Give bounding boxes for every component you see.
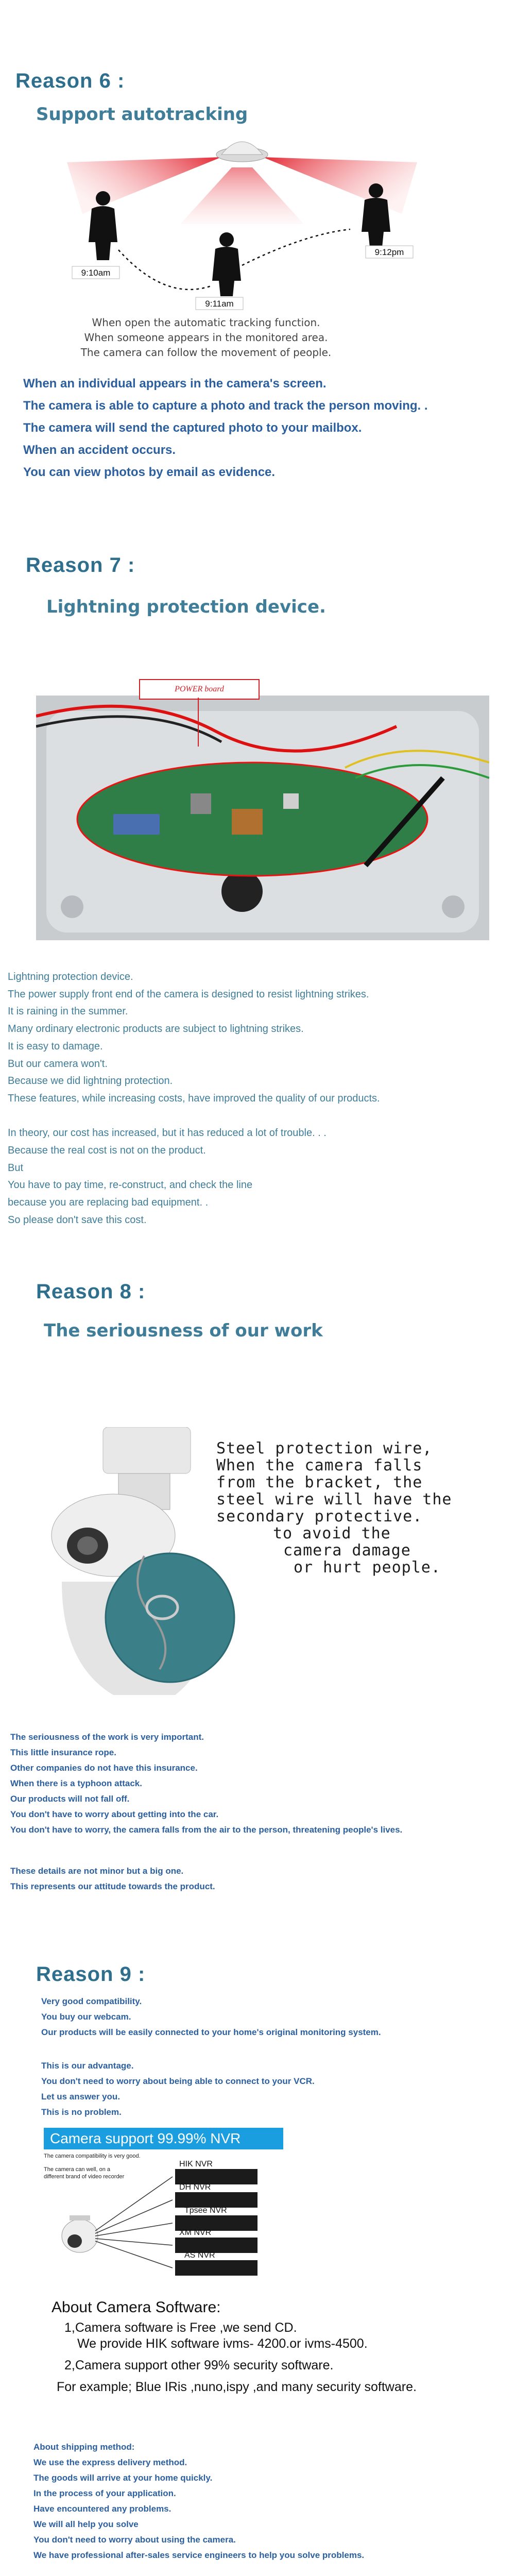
wire-line: camera damage xyxy=(283,1541,411,1560)
software-title: About Camera Software: xyxy=(52,2299,221,2316)
tracking-beam-down xyxy=(180,167,304,224)
text-line: But xyxy=(8,1162,24,1174)
text-line: Our products will not fall off. xyxy=(10,1794,130,1804)
nvr-label: Tpsee NVR xyxy=(184,2206,227,2215)
text-line: Our products will be easily connected to your home's original monitoring system. xyxy=(41,2027,381,2037)
software-line: 2,Camera support other 99% security software. xyxy=(64,2358,334,2372)
path-arrow-2 xyxy=(242,229,350,265)
text-line: The camera will send the captured photo to your mailbox. xyxy=(23,421,362,435)
text-line: When an individual appears in the camera's screen. xyxy=(23,377,327,391)
text-line: These features, while increasing costs, have improved the quality of our products. xyxy=(8,1092,380,1104)
software-line: For example; Blue IRis ,nuno,ispy ,and many security software. xyxy=(57,2380,417,2394)
nvr-label: AS NVR xyxy=(184,2251,215,2260)
text-line: Because the real cost is not on the product. xyxy=(8,1145,206,1157)
wire-line: or hurt people. xyxy=(294,1558,441,1577)
text-line: Lightning protection device. xyxy=(8,971,133,982)
nvr-label: HIK NVR xyxy=(179,2160,213,2168)
reason6-text xyxy=(23,372,428,483)
text-line: It is easy to damage. xyxy=(8,1040,103,1052)
reason9-text xyxy=(41,1994,381,2040)
text-line: But our camera won't. xyxy=(8,1058,108,1070)
nvr-box-icon xyxy=(175,2169,258,2184)
nvr-label: DH NVR xyxy=(179,2183,211,2192)
wire-line: to avoid the xyxy=(273,1524,391,1543)
capacitor-icon xyxy=(113,814,160,835)
note-line: different brand of video recorder xyxy=(44,2174,125,2180)
text-line: This little insurance rope. xyxy=(10,1748,116,1757)
reason8-text xyxy=(10,1730,402,1838)
time-label-right: 9:12pm xyxy=(374,247,404,257)
time-label-left: 9:10am xyxy=(81,268,111,278)
reason8-subtitle: The seriousness of our work xyxy=(44,1320,323,1341)
text-line: You don't need to worry about being able to connect to your VCR. xyxy=(41,2076,315,2086)
wire-description xyxy=(216,1440,505,1576)
text-line: These details are not minor but a big one. xyxy=(10,1866,184,1876)
caption-line: When someone appears in the monitored area. xyxy=(84,331,328,344)
shipping-text xyxy=(33,2439,364,2563)
wire-line: steel wire will have the xyxy=(216,1490,452,1509)
tracking-caption xyxy=(52,315,360,360)
caption-line: The camera can follow the movement of people. xyxy=(80,346,332,359)
reason8-title: Reason 8 : xyxy=(36,1280,146,1303)
text-line: You don't have to worry, the camera falls from the air to the person, threatening people's lives. xyxy=(10,1825,403,1835)
reason6-subtitle: Support autotracking xyxy=(36,104,248,125)
text-line: We use the express delivery method. xyxy=(33,2458,187,2467)
power-board-label: POWER board xyxy=(175,685,224,693)
text-line: Have encountered any problems. xyxy=(33,2504,171,2514)
person-middle-icon xyxy=(212,232,241,296)
text-line: The seriousness of the work is very important. xyxy=(10,1732,204,1742)
reason6-title: Reason 6 : xyxy=(15,70,125,92)
text-line: Very good compatibility. xyxy=(41,1996,142,2006)
text-line: When an accident occurs. xyxy=(23,443,176,457)
nvr-label: XM NVR xyxy=(179,2228,212,2237)
text-line: Let us answer you. xyxy=(41,2092,121,2102)
time-label-middle: 9:11am xyxy=(205,299,234,309)
text-line: When there is a typhoon attack. xyxy=(10,1778,142,1788)
text-line xyxy=(8,1108,380,1125)
reason9-text-2 xyxy=(41,2058,315,2120)
text-line: About shipping method: xyxy=(33,2442,135,2452)
text-line: This is no problem. xyxy=(41,2107,122,2117)
reason7-text xyxy=(8,969,380,1229)
wire-line: When the camera falls xyxy=(216,1456,423,1475)
nvr-box-icon xyxy=(175,2192,258,2208)
power-board-label-box xyxy=(139,679,260,700)
text-line: Many ordinary electronic products are subject to lightning strikes. xyxy=(8,1023,304,1035)
text-line: So please don't save this cost. xyxy=(8,1214,147,1226)
text-line: You can view photos by email as evidence. xyxy=(23,465,276,479)
note-line: The camera can well, on a xyxy=(44,2166,111,2173)
text-line: Other companies do not have this insurance. xyxy=(10,1763,198,1773)
transformer-icon xyxy=(232,809,263,835)
reason7-title: Reason 7 : xyxy=(26,554,135,577)
software-line: 1,Camera software is Free ,we send CD. xyxy=(64,2320,297,2335)
text-line: This is our advantage. xyxy=(41,2061,134,2071)
text-line: We have professional after-sales service engineers to help you solve problems. xyxy=(33,2550,365,2560)
note-line: The camera compatibility is very good. xyxy=(44,2153,141,2159)
camera-icon xyxy=(62,2219,98,2252)
text-line: The power supply front end of the camera is designed to resist lightning strikes. xyxy=(8,988,369,1000)
label-pointer-line xyxy=(198,698,199,747)
text-line: You buy our webcam. xyxy=(41,2012,131,2022)
banner-text: Camera support 99.99% NVR xyxy=(50,2130,241,2146)
wire-line: secondary protective. xyxy=(216,1507,423,1526)
nvr-support-banner xyxy=(44,2128,283,2149)
software-line: We provide HIK software ivms- 4200.or ivms-4500. xyxy=(77,2336,368,2351)
power-board-photo xyxy=(36,696,489,940)
text-line: You don't have to worry about getting into the car. xyxy=(10,1809,219,1819)
text-line: Because we did lightning protection. xyxy=(8,1075,173,1087)
text-line: In theory, our cost has increased, but it has reduced a lot of trouble. . . xyxy=(8,1127,327,1139)
reason7-subtitle: Lightning protection device. xyxy=(46,597,326,617)
text-line: because you are replacing bad equipment. . xyxy=(8,1197,209,1209)
reason8-text-2 xyxy=(10,1863,215,1894)
camera-with-wire-photo xyxy=(41,1427,237,1695)
path-arrow-1 xyxy=(118,250,211,290)
text-line: We will all help you solve xyxy=(33,2519,139,2529)
text-line: You have to pay time, re-construct, and check the line xyxy=(8,1179,253,1191)
caption-line: When open the automatic tracking function. xyxy=(92,316,320,329)
text-line: In the process of your application. xyxy=(33,2488,176,2498)
reason9-title: Reason 9 : xyxy=(36,1963,146,1986)
autotracking-illustration xyxy=(62,131,422,317)
nvr-compat-diagram xyxy=(52,2159,288,2282)
text-line: This represents our attitude towards the product. xyxy=(10,1882,215,1891)
wire-line: from the bracket, the xyxy=(216,1473,423,1492)
text-line: You don't need to worry about using the camera. xyxy=(33,2535,236,2545)
text-line: The goods will arrive at your home quickly. xyxy=(33,2473,213,2483)
text-line: It is raining in the summer. xyxy=(8,1006,128,1018)
nvr-box-icon xyxy=(175,2260,258,2276)
wire-line: Steel protection wire, xyxy=(216,1439,433,1458)
text-line: The camera is able to capture a photo and track the person moving. . xyxy=(23,399,428,413)
